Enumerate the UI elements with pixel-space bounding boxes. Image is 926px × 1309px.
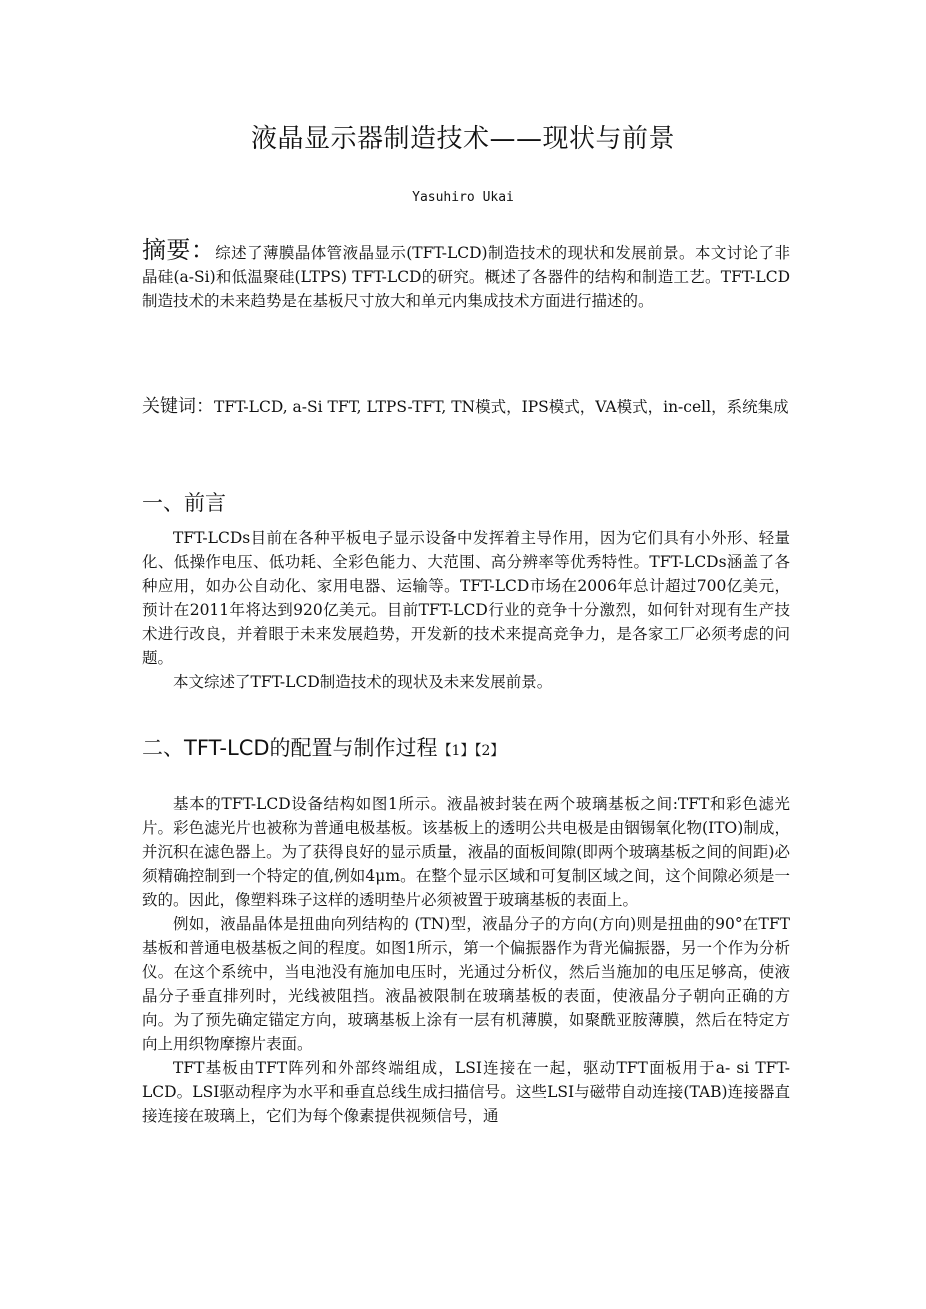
paragraph: 本文综述了TFT-LCD制造技术的现状及未来发展前景。 <box>173 673 553 691</box>
section-heading-configuration <box>142 732 790 762</box>
section-heading-introduction: 一、前言 <box>142 491 226 515</box>
keywords <box>142 390 790 424</box>
paper-title: 液晶显示器制造技术——现状与前景 <box>250 124 675 154</box>
reference-marks: 【1】【2】 <box>437 743 505 759</box>
paper-author: Yasuhiro Ukai <box>412 190 514 205</box>
abstract-text: 综述了薄膜晶体管液晶显示(TFT-LCD)制造技术的现状和发展前景。本文讨论了非晶硅(a-Si)和低温聚硅(LTPS) TFT-LCD的研究。概述了各器件的结构和制造工艺。TFT-LCD制造技术的未来趋势是在基板尺寸放大和单元内集成技术方面进行描述的。 <box>142 244 790 310</box>
configuration-body <box>142 792 790 1128</box>
keywords-text: TFT-LCD, a-Si TFT, LTPS-TFT, TN模式，IPS模式，VA模式，in-cell，系统集成 <box>214 398 789 416</box>
abstract <box>142 238 790 313</box>
paragraph: TFT-LCDs目前在各种平板电子显示设备中发挥着主导作用，因为它们具有小外形、轻量化、低操作电压、低功耗、全彩色能力、大范围、高分辨率等优秀特性。TFT-LCDs涵盖了各种应用，如办公自动化、家用电器、运输等。TFT-LCD市场在2006年总计超过700亿美元，预计在2011年将达到920亿美元。目前TFT-LCD行业的竞争十分激烈，如何针对现有生产技术进行改良，并着眼于未来发展趋势，开发新的技术来提高竞争力，是各家工厂必须考虑的问题。 <box>142 529 790 667</box>
keywords-label: 关键词： <box>142 396 214 417</box>
paragraph: TFT基板由TFT阵列和外部终端组成，LSI连接在一起，驱动TFT面板用于a- si TFT-LCD。LSI驱动程序为水平和垂直总线生成扫描信号。这些LSI与磁带自动连接(TAB)连接器直接连接在玻璃上，它们为每个像素提供视频信号，通 <box>142 1059 790 1125</box>
abstract-label: 摘要： <box>142 236 216 264</box>
paragraph: 例如，液晶晶体是扭曲向列结构的 (TN)型，液晶分子的方向(方向)则是扭曲的90°在TFT基板和普通电极基板之间的程度。如图1所示，第一个偏振器作为背光偏振器，另一个作为分析仪。在这个系统中，当电池没有施加电压时，光通过分析仪，然后当施加的电压足够高，使液晶分子垂直排列时，光线被阻挡。液晶被限制在玻璃基板的表面，使液晶分子朝向正确的方向。为了预先确定锚定方向，玻璃基板上涂有一层有机薄膜，如聚酰亚胺薄膜，然后在特定方向上用织物摩擦片表面。 <box>142 915 790 1053</box>
introduction-body <box>142 526 790 694</box>
paragraph: 基本的TFT-LCD设备结构如图1所示。液晶被封装在两个玻璃基板之间:TFT和彩色滤光片。彩色滤光片也被称为普通电极基板。该基板上的透明公共电极是由铟锡氧化物(ITO)制成，并沉积在滤色器上。为了获得良好的显示质量，液晶的面板间隙(即两个玻璃基板之间的间距)必须精确控制到一个特定的值,例如4μm。在整个显示区域和可复制区域之间，这个间隙必须是一致的。因此，像塑料珠子这样的透明垫片必须被置于玻璃基板的表面上。 <box>142 795 790 909</box>
section-heading-text: 二、TFT-LCD的配置与制作过程 <box>142 736 438 760</box>
